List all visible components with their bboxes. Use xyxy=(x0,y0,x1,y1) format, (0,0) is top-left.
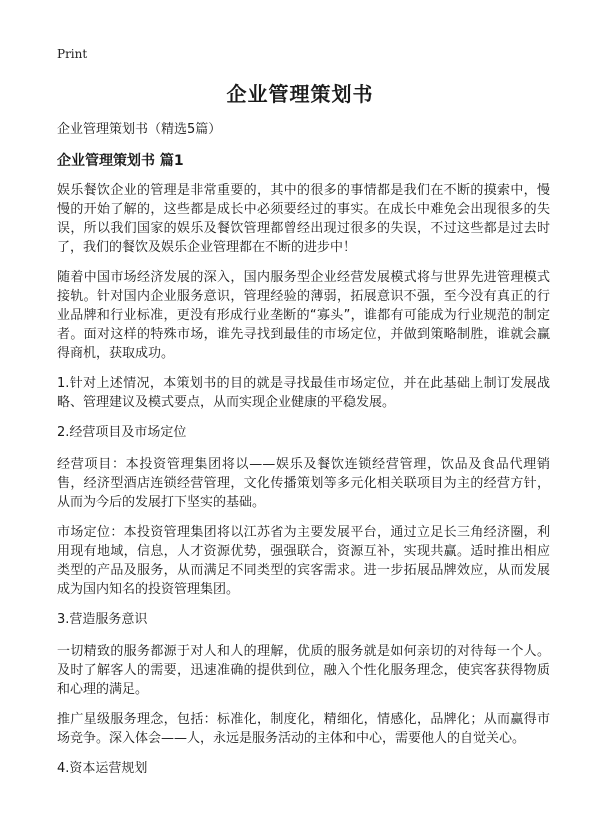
document-subtitle: 企业管理策划书（精选5篇） xyxy=(57,122,222,137)
paragraph-market-context: 随着中国市场经济发展的深入，国内服务型企业经营发展模式将与世界先进管理模式接轨。针对国内企业服务意识，管理经验的薄弱，拓展意识不强，至今没有真正的行业品牌和行业标准，更没有形成行业垄断的“寡头”，谁都有可能成为行业规范的制定者。面对这样的特殊市场，谁先寻找到最佳的市场定位，并做到策略制胜，谁就会赢得商机，获取成功。 xyxy=(57,270,550,361)
heading-capital-operation: 4.资本运营规划 xyxy=(57,761,148,776)
print-link[interactable]: Print xyxy=(57,47,88,61)
paragraph-market-position: 市场定位：本投资管理集团将以江苏省为主要发展平台，通过立足长三角经济圈，利用现有地域，信息，人才资源优势，强强联合，资源互补，实现共赢。适时推出相应类型的产品及服务，从而满足不同类型的宾客需求。进一步拓展品牌效应，从而发展成为国内知名的投资管理集团。 xyxy=(57,525,550,597)
document-body xyxy=(57,121,550,791)
heading-business-items: 2.经营项目及市场定位 xyxy=(57,425,187,440)
paragraph-star-service: 推广星级服务理念，包括：标准化，制度化，精细化，情感化，品牌化；从而赢得市场竞争。深入体会——人，永远是服务活动的主体和中心，需要他人的自觉关心。 xyxy=(57,712,550,746)
paragraph-service-understanding: 一切精致的服务都源于对人和人的理解，优质的服务就是如何亲切的对待每一个人。及时了解客人的需要，迅速准确的提供到位，融入个性化服务理念，使宾客获得物质和心理的满足。 xyxy=(57,644,550,697)
document-title: 企业管理策划书 xyxy=(226,82,374,106)
paragraph-intro: 娱乐餐饮企业的管理是非常重要的，其中的很多的事情都是我们在不断的摸索中，慢慢的开始了解的，这些都是成长中必须要经过的事实。在成长中难免会出现很多的失误，所以我们国家的娱乐及餐饮管理都曾经出现过很多的失误，不过这些都是过去时了，我们的餐饮及娱乐企业管理都在不断的进步中！ xyxy=(57,183,550,255)
heading-service-awareness: 3.营造服务意识 xyxy=(57,612,148,627)
paragraph-business-items: 经营项目：本投资管理集团将以——娱乐及餐饮连锁经营管理，饮品及食品代理销售，经济型酒店连锁经营管理，文化传播策划等多元化相关联项目为主的经营方针，从而为今后的发展打下坚实的基础。 xyxy=(57,457,550,510)
section-heading: 企业管理策划书 篇1 xyxy=(57,153,184,169)
paragraph-purpose: 1.针对上述情况，本策划书的目的就是寻找最佳市场定位，并在此基础上制订发展战略、管理建议及模式要点，从而实现企业健康的平稳发展。 xyxy=(57,376,550,410)
